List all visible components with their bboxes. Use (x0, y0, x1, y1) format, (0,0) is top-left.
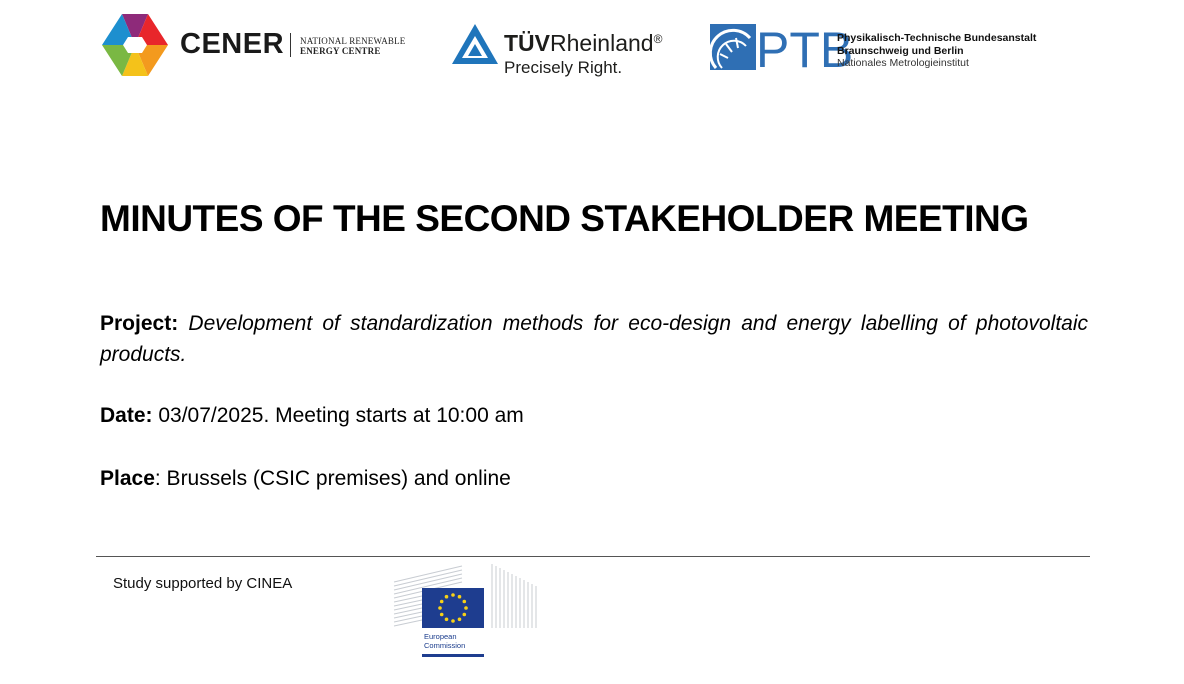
date-value: 03/07/2025. Meeting starts at 10:00 am (158, 404, 524, 427)
tuv-triangle-icon (452, 24, 498, 64)
cener-logo (102, 14, 422, 76)
european-commission-logo (392, 560, 538, 660)
tuv-name-regular: Rheinland (550, 30, 654, 56)
document-title: MINUTES OF THE SECOND STAKEHOLDER MEETING (100, 198, 1029, 239)
ec-line2: Commission (424, 641, 466, 650)
tuv-slogan: Precisely Right. (504, 58, 623, 77)
ptb-acronym: PTB (756, 22, 854, 78)
footer-support-text: Study supported by CINEA (113, 575, 293, 592)
cener-name: CENER (180, 28, 285, 60)
cener-subtitle (300, 36, 420, 56)
ec-line1: European (424, 632, 457, 641)
tuv-name (504, 30, 662, 57)
place-label: Place (100, 467, 155, 490)
place-field (100, 463, 1088, 494)
project-value: Development of standardization methods for eco-design and energy labelling of photovoltaic products. (100, 312, 1088, 366)
date-label: Date: (100, 404, 153, 427)
ptb-line3: Nationales Metrologieinstitut (837, 57, 969, 69)
cener-divider (290, 33, 291, 57)
ptb-text-block (837, 32, 1067, 70)
tuv-registered-mark: ® (653, 32, 663, 46)
cener-subtitle-line2: ENERGY CENTRE (300, 46, 381, 56)
ptb-mark-icon (710, 22, 854, 78)
footer-divider (96, 556, 1090, 557)
project-label: Project: (100, 312, 179, 335)
project-field (100, 308, 1088, 370)
cener-hexagon-icon (102, 14, 168, 76)
tuv-rheinland-logo (452, 20, 682, 80)
cener-subtitle-line1: NATIONAL RENEWABLE (300, 36, 406, 46)
place-value: : Brussels (CSIC premises) and online (154, 467, 511, 490)
tuv-name-bold: TÜV (504, 30, 550, 56)
date-field (100, 400, 1088, 431)
ptb-line1: Physikalisch-Technische Bundesanstalt (837, 32, 1037, 44)
ptb-logo (710, 24, 1070, 76)
ptb-line2: Braunschweig und Berlin (837, 44, 964, 57)
ec-text-block (424, 632, 465, 650)
